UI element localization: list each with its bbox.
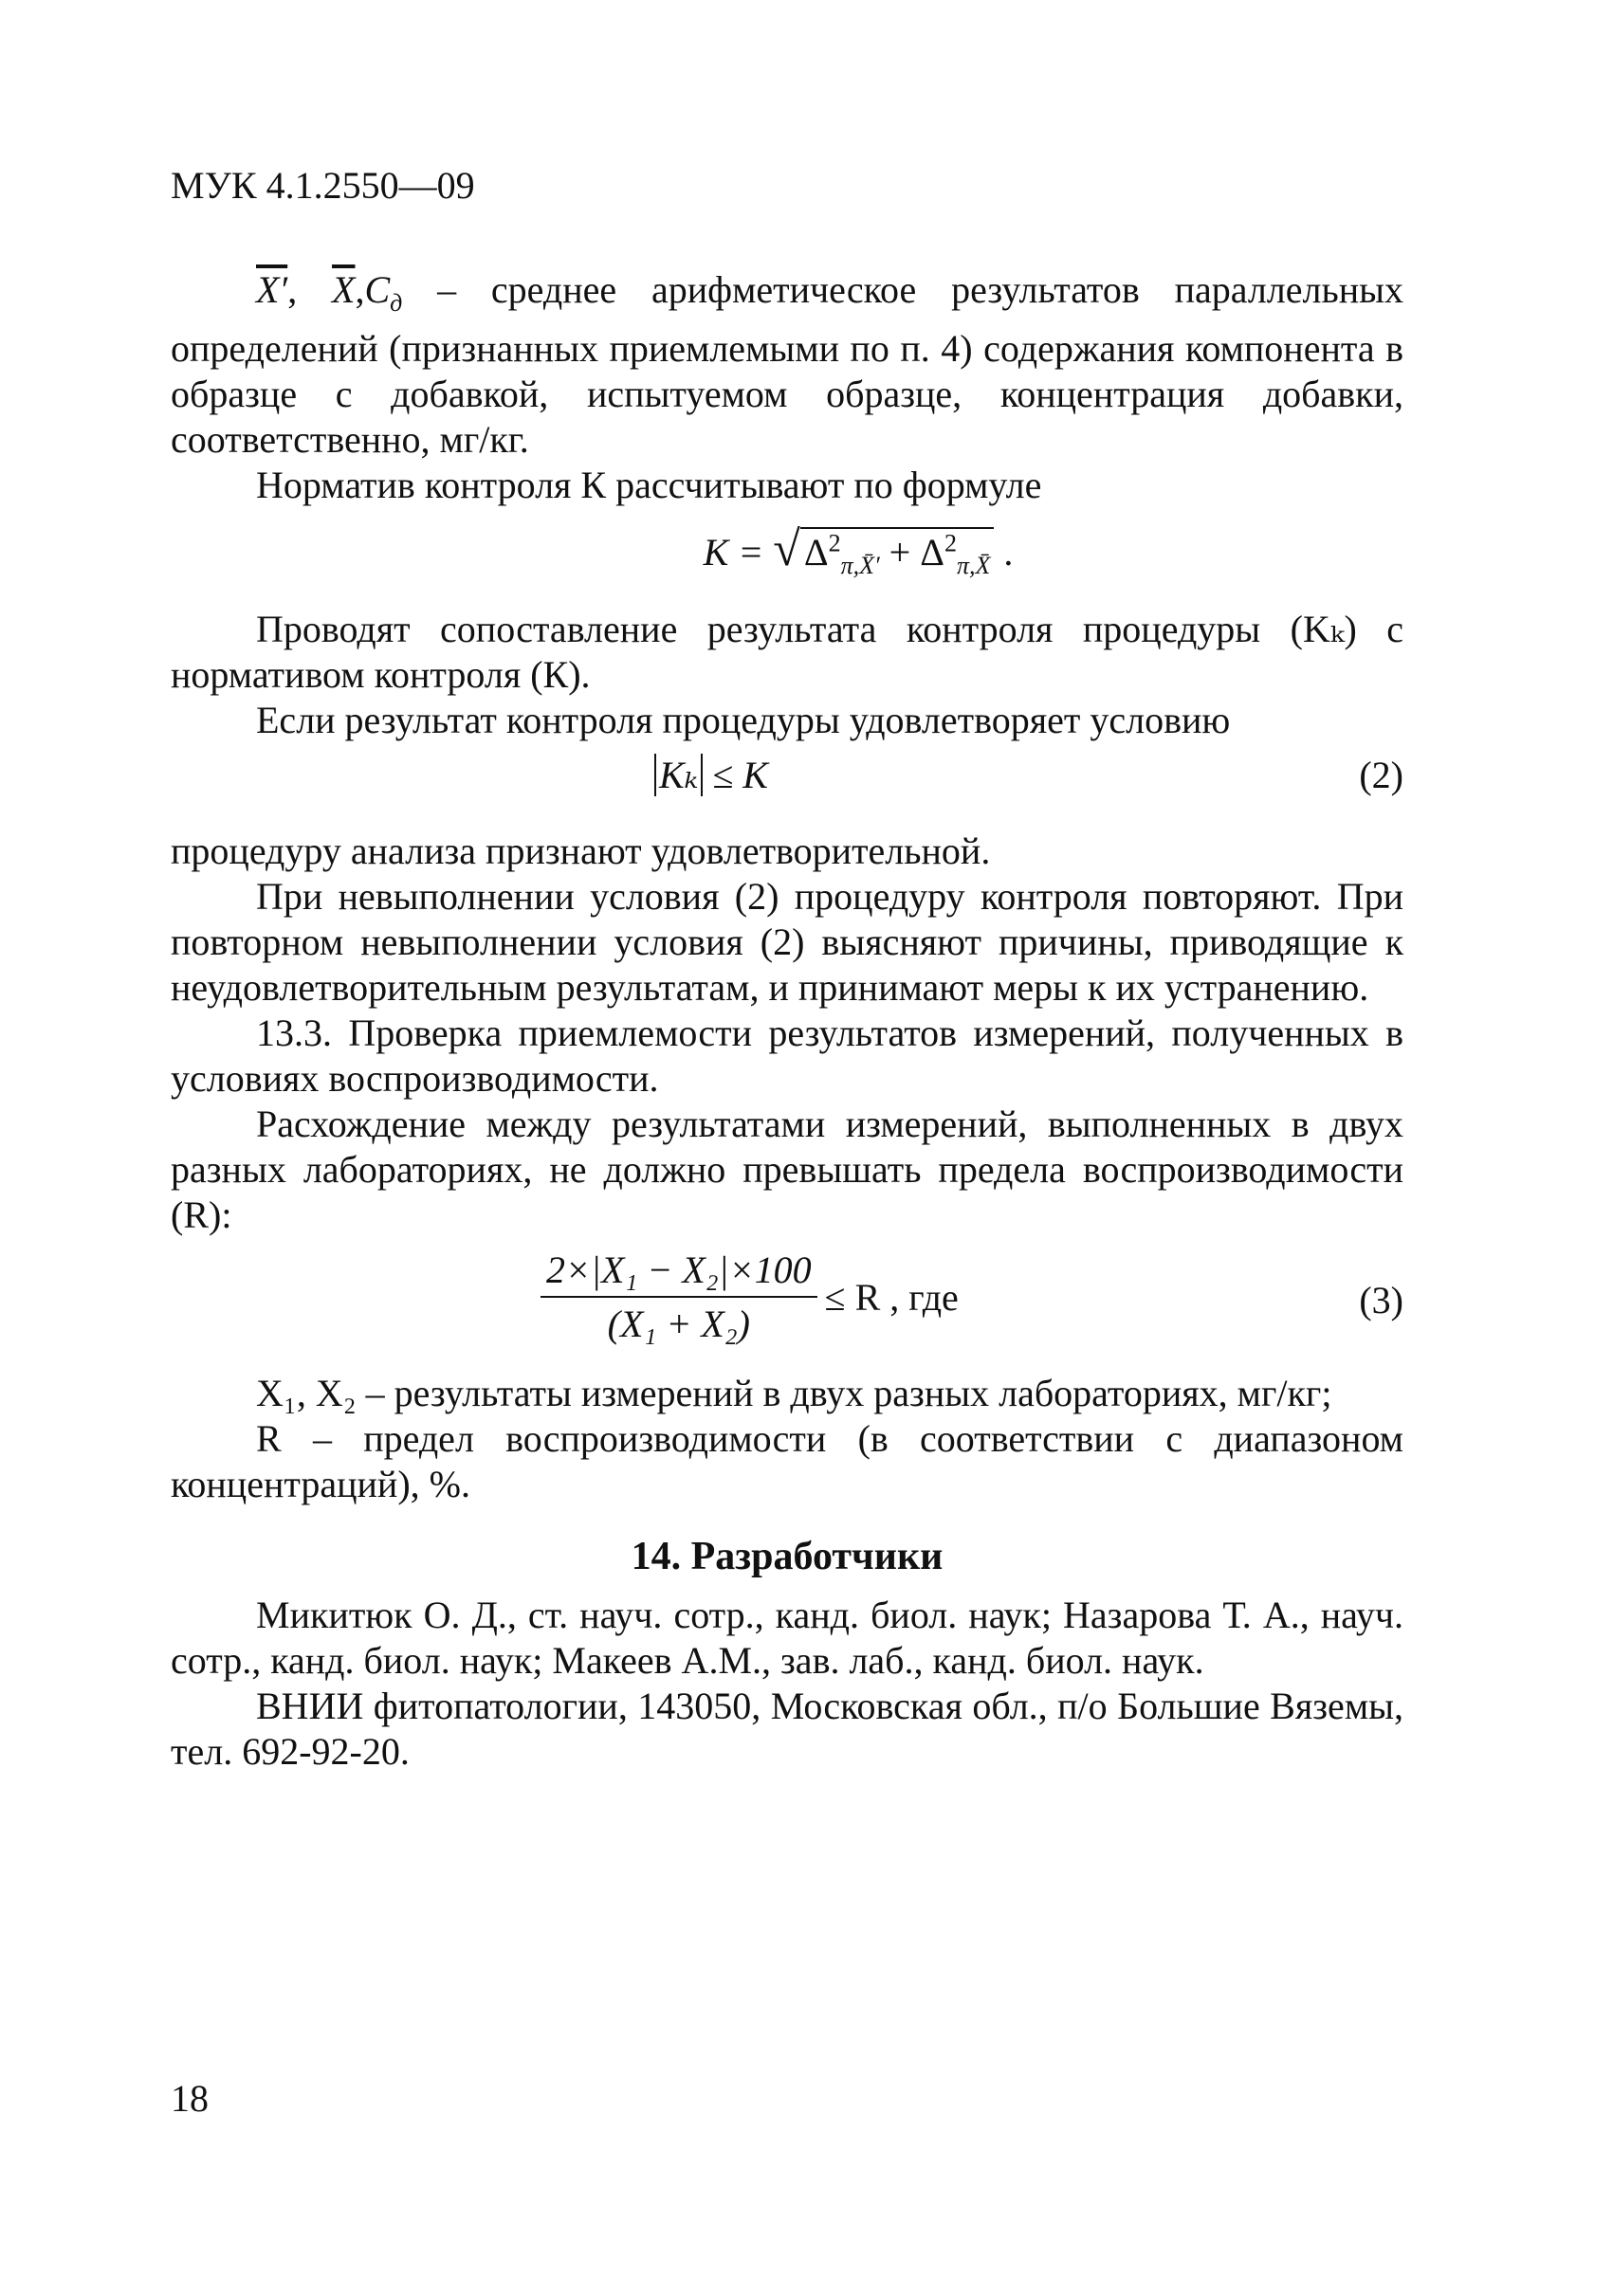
compare-paragraph: Проводят сопоставление результата контроля процедуры (Kₖ) с нормативом контроля (К).	[171, 608, 1403, 696]
formula-3-numerator: 2×|X₁ − X₂|×100	[541, 1248, 817, 1298]
repeat-paragraph: При невыполнении условия (2) процедуру контроля повторяют. При повторном невыполнении условия (2) выясняют причины, приводящие к неудовлетворительным результатам, и принимают меры к их устранению.	[171, 875, 1403, 1009]
formula-k-lhs: K =	[703, 531, 764, 574]
formula-3-rhs: ≤ R , где	[824, 1275, 959, 1319]
symbol-c-sub: д	[390, 289, 403, 317]
definition-text: – среднее арифметическое результатов параллельных определений (признанных приемлемыми по п. 4) содержания компонента в образце с добавкой, испытуемом образце, концентрация добавки, соответственно, мг/кг.	[171, 268, 1404, 461]
page-number: 18	[171, 2077, 209, 2120]
formula-3-fraction	[541, 1248, 817, 1346]
formula-2	[171, 743, 1403, 829]
discrepancy-paragraph: Расхождение между результатами измерений, выполненных в двух разных лабораториях, не должно превышать предела воспроизводимости (R):	[171, 1102, 1403, 1236]
symbol-c: C	[364, 268, 391, 311]
formula-2-rhs: ≤ K	[712, 754, 768, 796]
formula-3	[171, 1238, 1403, 1371]
formula-k: K = √ $\Delta^2_{\pi,X̄'} + \Delta^2_{\pi,X̄}$ .	[703, 522, 1014, 579]
section-13-3: 13.3. Проверка приемлемости результатов измерений, полученных в условиях воспроизводимости.	[171, 1011, 1403, 1100]
document-code: МУК 4.1.2550—09	[171, 164, 475, 207]
symbol-x-prime: X′	[256, 268, 288, 311]
x-definition: X₁, X₂ – результаты измерений в двух разных лабораториях, мг/кг;	[256, 1372, 1332, 1414]
definition-paragraph: X′, $\overline{X},C_д$ – среднее арифметическое результатов параллельных определений (признанных приемлемыми по п. 4) содержания компонента в образце с добавкой, испытуемом образце, концентрация добавки, соответственно, мг/кг.	[171, 268, 1404, 461]
formula-2-lhs: Kₖ	[659, 754, 699, 796]
norm-intro: Норматив контроля К рассчитывают по формуле	[256, 464, 1042, 506]
formula-3-number: (3)	[1359, 1279, 1403, 1321]
body-text	[171, 267, 1403, 1775]
developers-paragraph: Микитюк О. Д., ст. науч. сотр., канд. биол. наук; Назарова Т. А., науч. сотр., канд. биол. наук; Макеев А.М., зав. лаб., канд. биол. наук.	[171, 1594, 1403, 1682]
section-14-title: 14. Разработчики	[631, 1535, 944, 1578]
r-definition: R – предел воспроизводимости (в соответствии с диапазоном концентраций), %.	[171, 1417, 1403, 1505]
condition-paragraph: Если результат контроля процедуры удовлетворяет условию	[256, 699, 1231, 741]
formula-3-denominator: (X₁ + X₂)	[607, 1303, 750, 1345]
satisfactory-paragraph: процедуру анализа признают удовлетворительной.	[171, 829, 991, 872]
formula-2-number: (2)	[1359, 754, 1403, 796]
institute-paragraph: ВНИИ фитопатологии, 143050, Московская обл., п/о Большие Вяземы, тел. 692-92-20.	[171, 1685, 1403, 1773]
symbol-x-bar: $\overline{X}$	[332, 268, 356, 311]
